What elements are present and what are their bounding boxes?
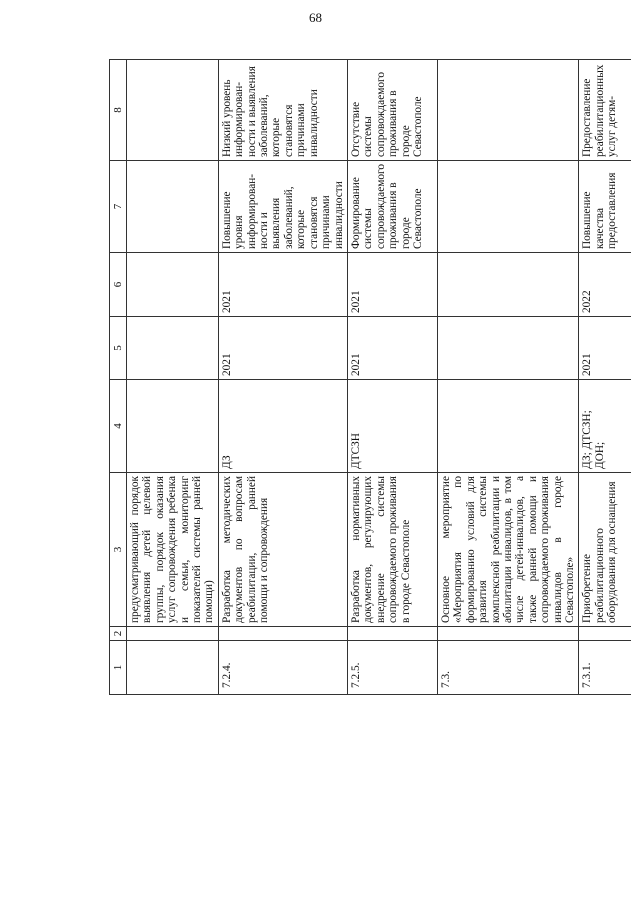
row-number: 7.2.5.: [347, 641, 437, 695]
table-row: [218, 60, 347, 695]
row-start-year: 2021: [347, 317, 437, 380]
row-col-2: [437, 627, 578, 641]
header-cell-3: 3: [110, 473, 127, 627]
row-executor: [437, 380, 578, 473]
row-start-year: 2021: [218, 317, 347, 380]
row-col-2: [347, 627, 437, 641]
row-number: 7.3.1.: [579, 641, 631, 695]
header-cell-8: 8: [110, 60, 127, 161]
row-description: предусматривающий порядок выявления детей целевой группы, порядок оказания услуг сопровождения ребенка и семьи, мониторинг показателей системы ранней помощи): [127, 473, 219, 627]
row-description: Разработка методических документов по вопросам реабилитации, ранней помощи и сопровождения: [218, 473, 347, 627]
row-col-2: [218, 627, 347, 641]
row-expected-result: Повышение качества предоставления: [579, 161, 631, 253]
row-expected-result: Повышение уровня информирован-ности и выявления заболеваний, которые становятся причинами инвалидности: [218, 161, 347, 253]
row-col-2: [579, 627, 631, 641]
row-consequences: [437, 60, 578, 161]
header-cell-4: 4: [110, 380, 127, 473]
table-row: [127, 60, 219, 695]
page-number: 68: [309, 10, 322, 25]
header-cell-7: 7: [110, 161, 127, 253]
row-description: Основное мероприятие «Мероприятия по формированию условий для развития системы комплексной реабилитации и абилитации инвалидов, в том числе детей-инвалидов, а также ранней помощи и сопровождаемого проживания инвалидов в городе Севастополе»: [437, 473, 578, 627]
table-row: [579, 60, 631, 695]
program-table: [109, 59, 631, 695]
row-end-year: 2021: [218, 253, 347, 317]
row-expected-result: [127, 161, 219, 253]
row-expected-result: [437, 161, 578, 253]
row-end-year: [437, 253, 578, 317]
row-executor: ДЗ; ДТСЗН; ДОН;: [579, 380, 631, 473]
row-consequences: [127, 60, 219, 161]
header-cell-6: 6: [110, 253, 127, 317]
row-description: Разработка нормативных документов, регулирующих внедрение системы сопровождаемого проживания в городе Севастополе: [347, 473, 437, 627]
row-consequences: Предоставление реабилитационных услуг детям-: [579, 60, 631, 161]
row-consequences: Низкий уровень информирован-ности и выявления заболеваний, которые становятся причинами инвалидности: [218, 60, 347, 161]
row-end-year: [127, 253, 219, 317]
header-cell-1: 1: [110, 641, 127, 695]
row-consequences: Отсутствие системы сопровождаемого проживания в городе Севастополе: [347, 60, 437, 161]
program-table-rotated: [109, 60, 619, 695]
row-number: [127, 641, 219, 695]
row-executor: ДТСЗН: [347, 380, 437, 473]
header-row: [110, 60, 127, 695]
header-cell-5: 5: [110, 317, 127, 380]
row-executor: ДЗ: [218, 380, 347, 473]
row-number: 7.2.4.: [218, 641, 347, 695]
row-col-2: [127, 627, 219, 641]
row-number: 7.3.: [437, 641, 578, 695]
row-start-year: [437, 317, 578, 380]
row-executor: [127, 380, 219, 473]
row-end-year: 2021: [347, 253, 437, 317]
row-description: Приобретение реабилитационного оборудования для оснащения: [579, 473, 631, 627]
row-expected-result: Формирование системы сопровождаемого проживания в городе Севастополе: [347, 161, 437, 253]
row-start-year: 2021: [579, 317, 631, 380]
table-row: [437, 60, 578, 695]
row-start-year: [127, 317, 219, 380]
header-cell-2: 2: [110, 627, 127, 641]
table-row: [347, 60, 437, 695]
row-end-year: 2022: [579, 253, 631, 317]
